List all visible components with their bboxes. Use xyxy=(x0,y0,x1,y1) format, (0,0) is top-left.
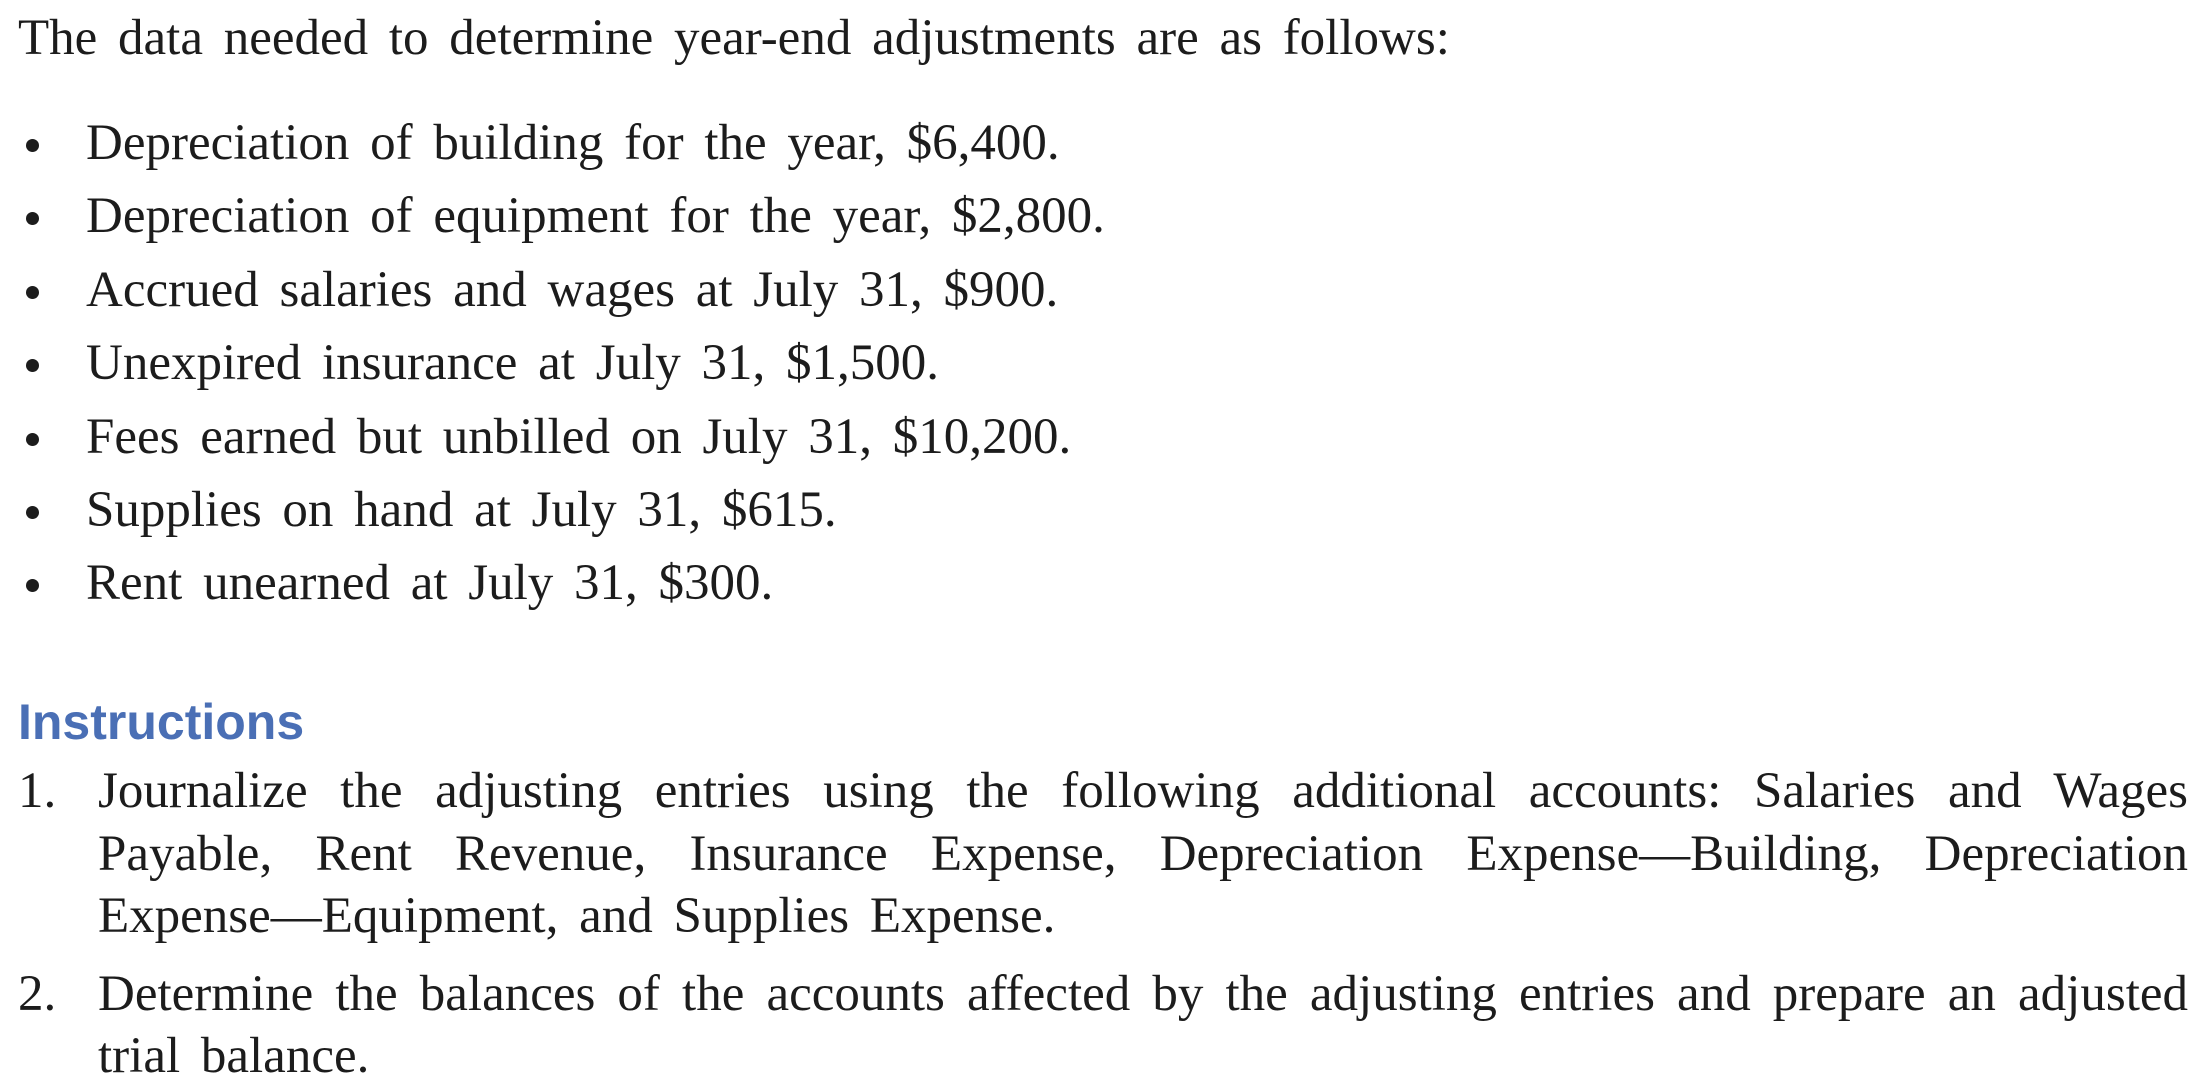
list-item-text: Accrued salaries and wages at July 31, $900. xyxy=(86,261,1059,318)
step-number: 2. xyxy=(18,965,57,1022)
list-item-text: Depreciation of building for the year, $6,400. xyxy=(86,115,1060,171)
bullet-icon xyxy=(26,506,39,519)
list-item-text: Unexpired insurance at July 31, $1,500. xyxy=(86,335,939,392)
list-item-text: Rent unearned at July 31, $300. xyxy=(86,555,774,612)
list-item-text: Supplies on hand at July 31, $615. xyxy=(86,481,837,538)
instructions-list xyxy=(18,760,2188,1088)
list-item-text: Fees earned but unbilled on July 31, $10,200. xyxy=(86,408,1072,465)
bullet-icon xyxy=(26,359,39,372)
step-number: 1. xyxy=(18,763,57,819)
step-text: Journalize the adjusting entries using the following additional accounts: Salaries and Wages Payable, Rent Revenue, Insurance Expense, Depreciation Expense—Building, Depreciation Expense—Equipment, and Supplies Expense. xyxy=(98,763,2188,944)
bullet-icon xyxy=(26,286,39,299)
bullet-icon xyxy=(26,433,39,446)
instruction-step xyxy=(18,760,2188,948)
bullet-icon xyxy=(26,212,39,225)
bullet-icon xyxy=(26,139,39,152)
instruction-step xyxy=(18,963,2188,1088)
list-item-text: Depreciation of equipment for the year, $2,800. xyxy=(86,188,1105,245)
step-text: Determine the balances of the accounts affected by the adjusting entries and prepare an adjusted trial balance. xyxy=(98,965,2188,1084)
intro-text: The data needed to determine year-end adjustments are as follows: xyxy=(18,10,1450,66)
instructions-heading: Instructions xyxy=(18,694,305,750)
bullet-icon xyxy=(26,579,39,592)
